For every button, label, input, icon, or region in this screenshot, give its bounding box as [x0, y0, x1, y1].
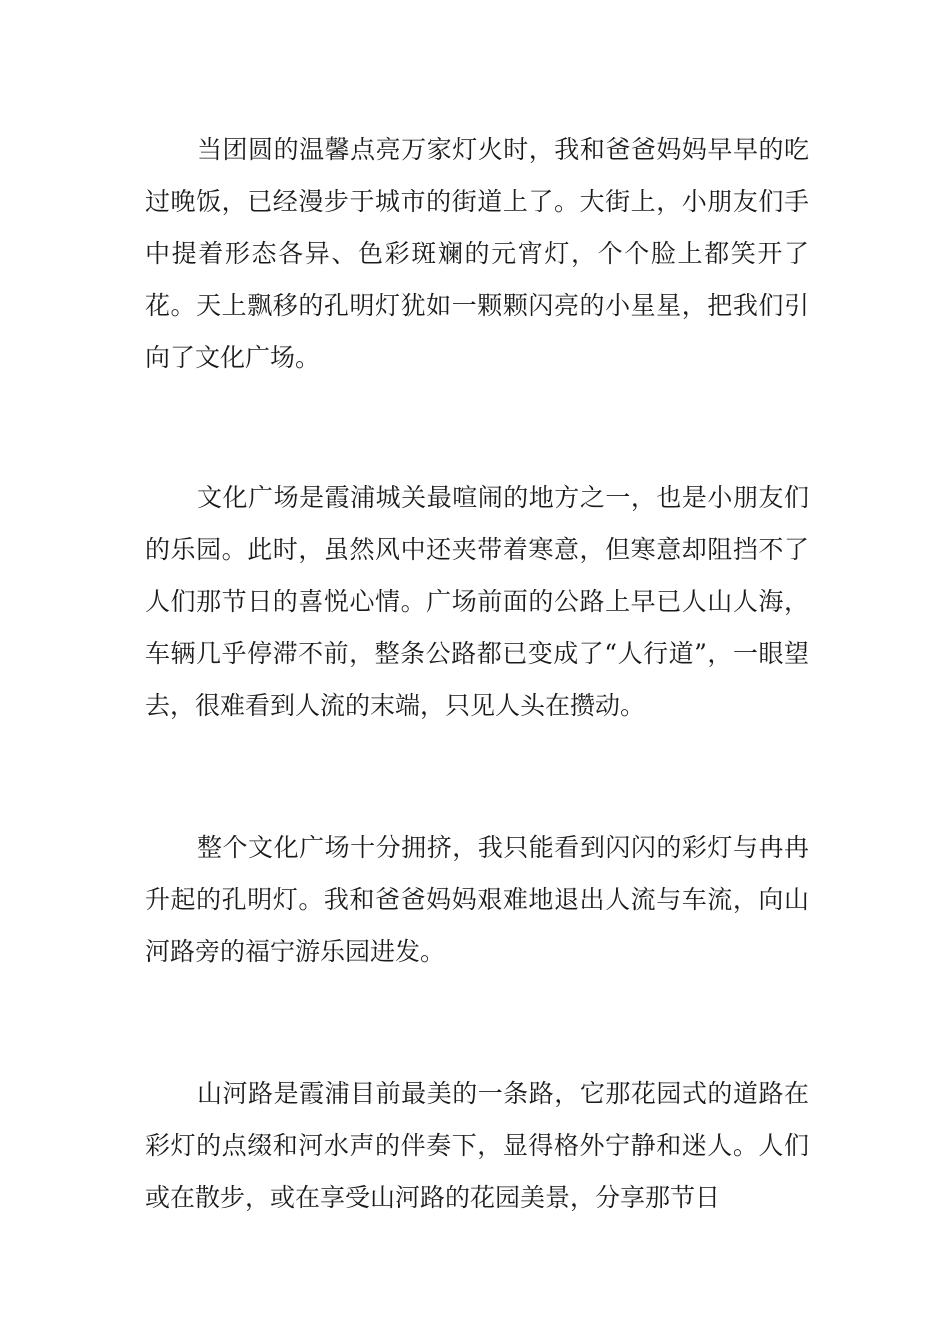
paragraph-4: 山河路是霞浦目前最美的一条路，它那花园式的道路在彩灯的点缀和河水声的伴奏下，显得格外宁静和迷人。人们或在散步，或在享受山河路的花园美景，分享那节日: [145, 1079, 809, 1212]
paragraph-3: 整个文化广场十分拥挤，我只能看到闪闪的彩灯与冉冉升起的孔明灯。我和爸爸妈妈艰难地退出人流与车流，向山河路旁的福宁游乐园进发。: [145, 833, 809, 966]
paragraph-2: 文化广场是霞浦城关最喧闹的地方之一，也是小朋友们的乐园。此时，虽然风中还夹带着寒意，但寒意却阻挡不了人们那节日的喜悦心情。广场前面的公路上早已人山人海，车辆几乎停滞不前，整条公路都已变成了“人行道”，一眼望去，很难看到人流的末端，只见人头在攒动。: [145, 483, 809, 720]
paragraph-1: 当团圆的温馨点亮万家灯火时，我和爸爸妈妈早早的吃过晚饭，已经漫步于城市的街道上了。大街上，小朋友们手中提着形态各异、色彩斑斓的元宵灯，个个脸上都笑开了花。天上飘移的孔明灯犹如一颗颗闪亮的小星星，把我们引向了文化广场。: [145, 135, 809, 372]
